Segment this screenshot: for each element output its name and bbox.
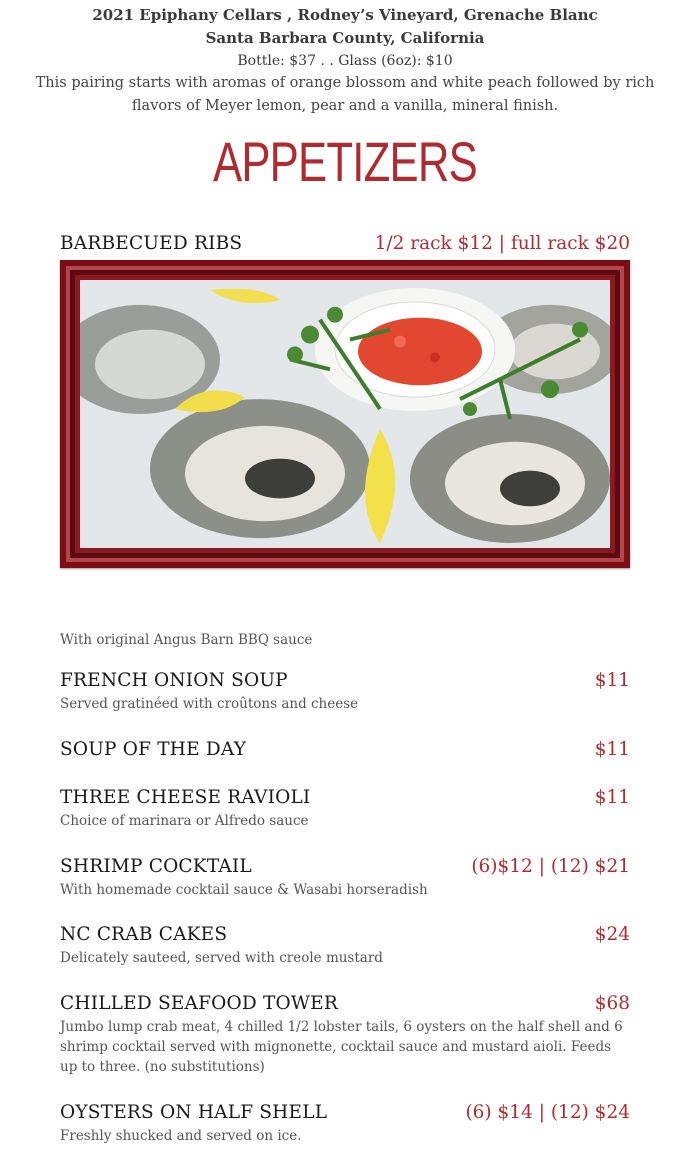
item-price: $11	[594, 670, 630, 691]
item-note: Choice of marinara or Alfredo sauce	[60, 813, 309, 829]
wine-title: 2021 Epiphany Cellars , Rodney’s Vineyard, Grenache Blanc	[92, 6, 598, 24]
menu-item	[60, 1102, 630, 1146]
item-name: CHILLED SEAFOOD TOWER	[60, 993, 338, 1014]
menu-item	[60, 739, 630, 760]
item-note: Freshly shucked and served on ice.	[60, 1128, 302, 1144]
menu-item	[60, 670, 630, 714]
menu-item	[60, 924, 630, 968]
item-note: With homemade cocktail sauce & Wasabi horseradish	[60, 882, 428, 898]
item-note: Delicately sauteed, served with creole mustard	[60, 950, 383, 966]
item-note: With original Angus Barn BBQ sauce	[60, 632, 313, 648]
item-note: Served gratinéed with croûtons and cheese	[60, 696, 359, 712]
menu-item	[60, 993, 630, 1077]
menu-item	[60, 856, 630, 900]
item-price: (6)$12 | (12) $21	[471, 856, 630, 877]
oyster-photo	[80, 280, 610, 548]
item-name: SHRIMP COCKTAIL	[60, 856, 252, 877]
item-price: $24	[594, 924, 630, 945]
item-price: $11	[594, 739, 630, 760]
menu-item-note-row	[60, 627, 630, 650]
item-price: (6) $14 | (12) $24	[465, 1102, 630, 1123]
item-name: SOUP OF THE DAY	[60, 739, 247, 760]
wine-price: Bottle: $37 . . Glass (6oz): $10	[237, 53, 453, 69]
item-name: FRENCH ONION SOUP	[60, 670, 288, 691]
item-name: THREE CHEESE RAVIOLI	[60, 787, 311, 808]
item-name: BARBECUED RIBS	[60, 233, 243, 254]
item-price: $68	[594, 993, 630, 1014]
item-price: $11	[594, 787, 630, 808]
item-name: NC CRAB CAKES	[60, 924, 228, 945]
menu-item	[60, 787, 630, 831]
section-title: APPETIZERS	[212, 130, 478, 193]
menu-item	[60, 233, 630, 254]
item-name: OYSTERS ON HALF SHELL	[60, 1102, 328, 1123]
oyster-photo-frame	[60, 260, 630, 568]
wine-description: This pairing starts with aromas of orange blossom and white peach followed by rich flavors of Meyer lemon, pear and a vanilla, mineral finish.	[35, 75, 655, 114]
wine-pairing	[0, 0, 690, 118]
item-price: 1/2 rack $12 | full rack $20	[374, 233, 630, 254]
item-note: Jumbo lump crab meat, 4 chilled 1/2 lobster tails, 6 oysters on the half shell and 6 shrimp cocktail served with mignonette, cocktail sauce and mustard aioli. Feeds up to three. (no substitutions)	[60, 1019, 623, 1075]
wine-region: Santa Barbara County, California	[205, 29, 485, 47]
